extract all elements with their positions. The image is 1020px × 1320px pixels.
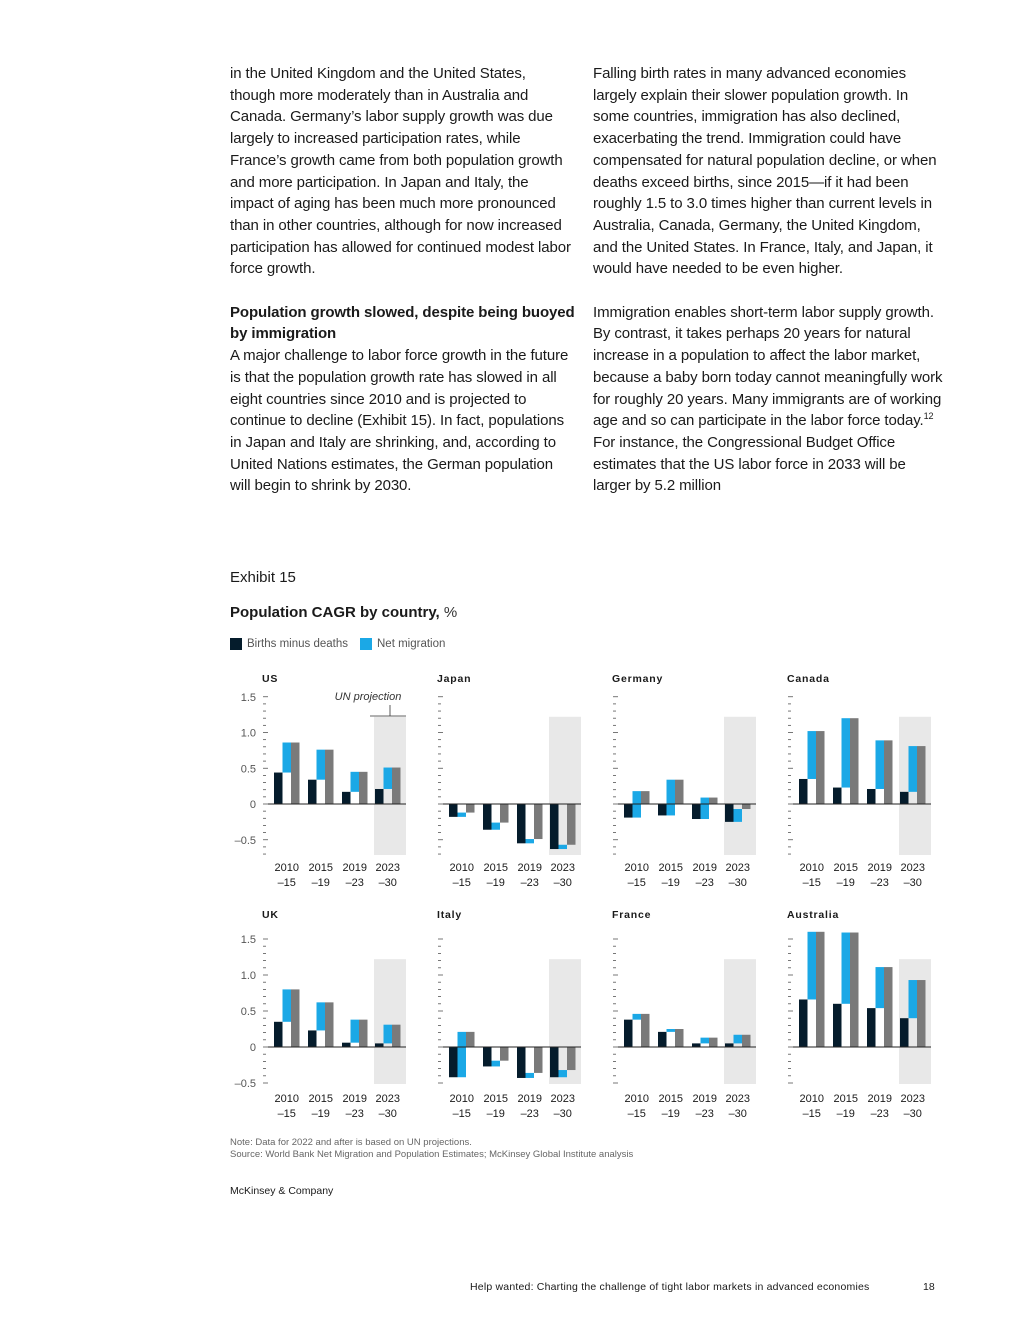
bar-total-uk	[325, 1002, 334, 1047]
bar-migration-japan	[559, 845, 568, 849]
projection-shade-japan	[549, 717, 581, 855]
y-tick-label: 0.5	[240, 763, 256, 776]
chart-unit: %	[443, 604, 458, 621]
bar-total-germany	[641, 791, 650, 804]
x-tick-label-range: –30	[903, 1108, 922, 1120]
x-tick-label-range: –15	[627, 1108, 646, 1120]
legend-swatch-births	[230, 638, 242, 650]
legend-item-migration	[360, 638, 445, 650]
section-subheading: Population growth slowed, despite being buoyed by immigration	[230, 303, 575, 343]
x-tick-label-range: –19	[311, 1108, 330, 1120]
x-tick-label: 2015	[658, 862, 683, 874]
bar-total-canada	[917, 746, 926, 804]
y-tick-label: 1.0	[240, 727, 256, 740]
bar-migration-us	[384, 768, 393, 789]
projection-shade-us	[374, 717, 406, 855]
x-tick-label-range: –15	[802, 877, 821, 889]
x-tick-label: 2019	[867, 862, 892, 874]
panel-label-germany: Germany	[612, 673, 664, 685]
bar-births-australia	[833, 1004, 842, 1047]
bar-migration-australia	[842, 933, 851, 1004]
x-tick-label: 2023	[900, 862, 925, 874]
x-tick-label-range: –23	[870, 877, 889, 889]
right-paragraph-1: Falling birth rates in many advanced economies largely explain their slower population growth. In some countries, immigration has also declined, exacerbating the trend. Immigration could have compensated for natural population decline, or when deaths exceed births, since 2015—if it had been roughly 1.5 to 3.0 times higher than current levels in Australia, Canada, Germany, the United Kingdom, and the United States. In France, Italy, and Japan, it would have needed to be even higher.	[593, 65, 937, 278]
projection-shade-france	[724, 959, 756, 1084]
x-tick-label: 2019	[692, 1093, 717, 1105]
y-tick-label: –0.5	[234, 834, 256, 847]
bar-total-japan	[500, 804, 509, 823]
bar-births-us	[342, 792, 351, 804]
bar-migration-italy	[458, 1032, 467, 1077]
x-tick-label-range: –19	[486, 877, 505, 889]
x-tick-label-range: –19	[311, 877, 330, 889]
x-tick-label: 2010	[624, 862, 649, 874]
bar-total-canada	[884, 740, 893, 804]
bar-total-uk	[392, 1025, 401, 1047]
x-tick-label: 2023	[900, 1093, 925, 1105]
x-tick-label-range: –19	[661, 1108, 680, 1120]
y-tick-label: 0	[249, 1042, 256, 1054]
bar-total-australia	[884, 967, 893, 1047]
bar-total-uk	[359, 1020, 368, 1047]
x-tick-label-range: –15	[802, 1108, 821, 1120]
bar-total-italy	[500, 1047, 509, 1061]
bar-migration-germany	[734, 809, 743, 822]
y-tick-label: 1.5	[240, 691, 256, 704]
y-tick-label: –0.5	[234, 1078, 256, 1090]
x-tick-label-range: –30	[378, 1108, 397, 1120]
x-tick-label-range: –23	[870, 1108, 889, 1120]
brand-name: McKinsey & Company	[230, 1185, 334, 1197]
bar-births-uk	[342, 1043, 351, 1047]
right-paragraph-2	[593, 302, 943, 497]
bar-births-italy	[483, 1047, 492, 1066]
bar-migration-france	[734, 1035, 743, 1044]
bar-migration-uk	[384, 1025, 393, 1044]
exhibit-label: Exhibit 15	[230, 569, 296, 586]
bar-migration-us	[283, 743, 292, 773]
bar-migration-us	[351, 772, 360, 792]
right-paragraph-2-part-a: Immigration enables short-term labor supply growth. By contrast, it takes perhaps 20 years for natural increase in a population to affect the labor market, because a baby born today cannot meaningfully work for roughly 20 years. Many immigrants are of working age and so can participate in the labor force today.	[593, 303, 943, 430]
chart-title-text: Population CAGR by country,	[230, 604, 440, 621]
bar-births-germany	[658, 804, 667, 815]
y-tick-label: 0.5	[240, 1006, 256, 1018]
x-tick-label: 2015	[658, 1093, 683, 1105]
y-tick-label: 1.0	[240, 970, 256, 982]
page-number: 18	[923, 1281, 935, 1293]
bar-migration-canada	[876, 740, 885, 789]
x-tick-label: 2019	[342, 862, 367, 874]
bar-births-us	[308, 780, 317, 804]
x-tick-label: 2015	[833, 862, 858, 874]
bar-migration-italy	[559, 1070, 568, 1077]
x-tick-label-range: –23	[520, 1108, 539, 1120]
bar-migration-australia	[808, 932, 817, 1000]
x-tick-label-range: –23	[345, 877, 364, 889]
bar-births-italy	[550, 1047, 559, 1077]
x-tick-label: 2023	[725, 862, 750, 874]
x-tick-label: 2019	[517, 1093, 542, 1105]
x-tick-label-range: –19	[661, 877, 680, 889]
bar-births-uk	[308, 1030, 317, 1047]
x-tick-label-range: –30	[903, 877, 922, 889]
chart-legend	[230, 638, 457, 650]
bar-births-germany	[725, 804, 734, 822]
left-text-column	[230, 63, 575, 497]
x-tick-label-range: –15	[452, 1108, 471, 1120]
bar-births-japan	[550, 804, 559, 849]
bar-births-japan	[483, 804, 492, 830]
bar-total-us	[325, 750, 334, 804]
bar-migration-france	[633, 1014, 642, 1020]
bar-total-japan	[534, 804, 543, 839]
bar-total-germany	[742, 804, 751, 809]
running-title: Help wanted: Charting the challenge of tight labor markets in advanced economies	[470, 1281, 870, 1293]
bar-migration-japan	[458, 813, 467, 817]
projection-shade-australia	[899, 959, 931, 1084]
right-paragraph-2-part-b: For instance, the Congressional Budget Office estimates that the US labor force in 2033 will be larger by 5.2 million	[593, 433, 906, 495]
bar-total-japan	[466, 804, 475, 813]
x-tick-label-range: –23	[520, 877, 539, 889]
x-tick-label-range: –30	[728, 877, 747, 889]
left-paragraph-2: A major challenge to labor force growth in the future is that the population growth rate has slowed in all eight countries since 2010 and is projected to continue to decline (Exhibit 15). In fact, populations in Japan and Italy are shrinking, and, according to United Nations estimates, the German population will begin to shrink by 2030.	[230, 347, 569, 495]
x-tick-label: 2023	[550, 862, 575, 874]
x-tick-label: 2010	[274, 1093, 299, 1105]
x-tick-label-range: –15	[277, 1108, 296, 1120]
x-tick-label: 2019	[692, 862, 717, 874]
bar-total-italy	[534, 1047, 543, 1073]
x-tick-label-range: –19	[486, 1108, 505, 1120]
bar-migration-germany	[701, 798, 710, 819]
bar-births-canada	[833, 788, 842, 804]
projection-annotation: UN projection	[334, 691, 402, 703]
x-tick-label-range: –30	[553, 877, 572, 889]
bar-total-uk	[291, 989, 300, 1047]
bar-births-us	[274, 773, 283, 804]
bar-births-france	[692, 1043, 701, 1047]
bar-births-uk	[375, 1043, 384, 1047]
x-tick-label: 2015	[308, 862, 333, 874]
projection-shade-germany	[724, 717, 756, 855]
x-tick-label-range: –19	[836, 877, 855, 889]
x-tick-label: 2019	[342, 1093, 367, 1105]
panel-label-uk: UK	[262, 909, 279, 921]
bar-births-australia	[799, 999, 808, 1047]
bar-total-australia	[816, 932, 825, 1047]
panel-label-japan: Japan	[437, 673, 472, 685]
chart-source: Source: World Bank Net Migration and Population Estimates; McKinsey Global Institute analysis	[230, 1148, 634, 1160]
bar-migration-australia	[909, 980, 918, 1018]
x-tick-label: 2019	[867, 1093, 892, 1105]
x-tick-label-range: –15	[627, 877, 646, 889]
bar-migration-germany	[667, 780, 676, 816]
bar-births-italy	[449, 1047, 458, 1077]
bar-total-canada	[850, 718, 859, 804]
left-paragraph-1: in the United Kingdom and the United States, though more moderately than in Australia and Canada. Germany’s labor supply growth was due largely to increased participation rates, while France’s growth came from both population growth and more participation. In Japan and Italy, the impact of aging has been much more pronounced than in other countries, although for now increased participation has allowed for continued modest labor force growth.	[230, 65, 571, 278]
x-tick-label: 2015	[483, 862, 508, 874]
projection-shade-uk	[374, 959, 406, 1084]
x-tick-label: 2010	[799, 862, 824, 874]
panel-label-us: US	[262, 673, 279, 685]
bar-total-canada	[816, 731, 825, 804]
footnote-ref[interactable]: 12	[923, 411, 934, 422]
bar-total-germany	[709, 798, 718, 804]
bar-total-australia	[917, 980, 926, 1047]
bar-total-italy	[567, 1047, 576, 1070]
bar-total-france	[709, 1038, 718, 1047]
panel-label-france: France	[612, 909, 652, 921]
bar-total-germany	[675, 780, 684, 804]
y-tick-label: 0	[249, 799, 256, 811]
bar-births-uk	[274, 1022, 283, 1047]
bar-births-japan	[517, 804, 526, 843]
bar-births-france	[624, 1020, 633, 1047]
bar-total-france	[675, 1029, 684, 1047]
x-tick-label: 2010	[799, 1093, 824, 1105]
bar-births-canada	[799, 779, 808, 804]
chart-note: Note: Data for 2022 and after is based on UN projections.	[230, 1137, 472, 1148]
bar-migration-canada	[808, 731, 817, 779]
x-tick-label: 2010	[449, 862, 474, 874]
x-tick-label-range: –19	[836, 1108, 855, 1120]
x-tick-label: 2010	[624, 1093, 649, 1105]
bar-migration-uk	[283, 989, 292, 1021]
legend-label-births: Births minus deaths	[247, 638, 348, 650]
bar-births-germany	[624, 804, 633, 818]
bar-total-us	[291, 743, 300, 804]
bar-migration-italy	[526, 1073, 535, 1078]
bar-births-japan	[449, 804, 458, 817]
bar-total-us	[392, 768, 401, 804]
bar-births-france	[658, 1032, 667, 1047]
bar-migration-canada	[909, 746, 918, 792]
y-tick-label: 1.5	[240, 934, 256, 946]
x-tick-label: 2015	[308, 1093, 333, 1105]
bar-births-canada	[867, 789, 876, 804]
x-tick-label-range: –23	[345, 1108, 364, 1120]
bar-total-france	[742, 1035, 751, 1047]
bar-total-australia	[850, 933, 859, 1047]
bar-migration-france	[701, 1038, 710, 1044]
bar-migration-japan	[492, 823, 501, 830]
x-tick-label: 2010	[449, 1093, 474, 1105]
x-tick-label-range: –23	[695, 1108, 714, 1120]
bar-migration-uk	[317, 1002, 326, 1030]
bar-births-germany	[692, 804, 701, 819]
panel-label-italy: Italy	[437, 909, 463, 921]
bar-migration-france	[667, 1029, 676, 1032]
x-tick-label: 2019	[517, 862, 542, 874]
bar-total-us	[359, 772, 368, 804]
bar-births-australia	[900, 1018, 909, 1047]
x-tick-label: 2023	[725, 1093, 750, 1105]
x-tick-label: 2010	[274, 862, 299, 874]
x-tick-label: 2015	[833, 1093, 858, 1105]
projection-shade-italy	[549, 959, 581, 1084]
bar-total-japan	[567, 804, 576, 845]
bar-migration-us	[317, 750, 326, 780]
bar-births-us	[375, 789, 384, 804]
bar-migration-italy	[492, 1061, 501, 1067]
panel-label-australia: Australia	[787, 909, 840, 921]
x-tick-label: 2015	[483, 1093, 508, 1105]
bar-migration-germany	[633, 791, 642, 817]
x-tick-label: 2023	[550, 1093, 575, 1105]
bar-migration-canada	[842, 718, 851, 787]
legend-item-births	[230, 638, 348, 650]
x-tick-label-range: –15	[277, 877, 296, 889]
x-tick-label-range: –30	[728, 1108, 747, 1120]
x-tick-label: 2023	[375, 1093, 400, 1105]
x-tick-label: 2023	[375, 862, 400, 874]
panel-label-canada: Canada	[787, 673, 830, 685]
x-tick-label-range: –30	[553, 1108, 572, 1120]
x-tick-label-range: –30	[378, 877, 397, 889]
legend-label-migration: Net migration	[377, 638, 446, 650]
x-tick-label-range: –15	[452, 877, 471, 889]
bar-total-italy	[466, 1032, 475, 1047]
bar-births-italy	[517, 1047, 526, 1078]
bar-births-france	[725, 1043, 734, 1047]
legend-swatch-migration	[360, 638, 372, 650]
x-tick-label-range: –23	[695, 877, 714, 889]
bar-migration-australia	[876, 967, 885, 1008]
right-text-column	[593, 63, 943, 497]
chart-title	[230, 604, 457, 621]
chart-notes	[230, 1137, 633, 1160]
bar-births-canada	[900, 792, 909, 804]
bar-total-france	[641, 1014, 650, 1047]
bar-births-australia	[867, 1008, 876, 1047]
projection-shade-canada	[899, 717, 931, 855]
bar-migration-uk	[351, 1020, 360, 1043]
bar-migration-japan	[526, 839, 535, 843]
